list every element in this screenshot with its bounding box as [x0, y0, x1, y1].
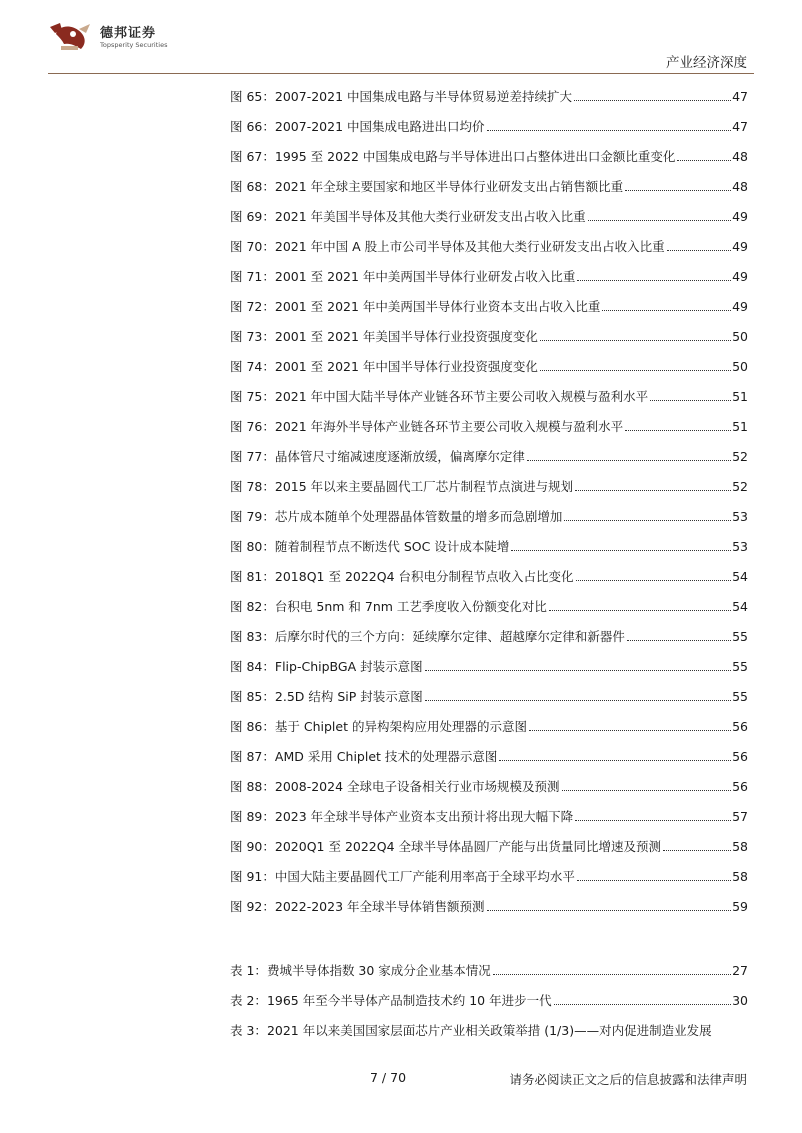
toc-leader-dots [575, 490, 731, 491]
toc-label: 图 69： [230, 209, 275, 224]
toc-label: 图 68： [230, 179, 275, 194]
toc-page-number: 54 [732, 569, 748, 584]
toc-title: 2007-2021 中国集成电路进出口均价 [274, 119, 485, 134]
toc-label: 图 87： [230, 749, 275, 764]
toc-page-number: 58 [732, 869, 748, 884]
toc-leader-dots [487, 130, 732, 131]
page-header [0, 0, 802, 75]
toc-page-number: 55 [732, 629, 748, 644]
toc-label: 图 77： [230, 449, 275, 464]
toc-label: 图 89： [230, 809, 275, 824]
toc-label: 图 81： [230, 569, 275, 584]
toc-label: 图 92： [230, 899, 275, 914]
toc-label: 图 78： [230, 479, 275, 494]
toc-title: 随着制程节点不断迭代 SOC 设计成本陡增 [274, 539, 510, 554]
toc-entry-table-1[interactable] [230, 960, 748, 980]
toc-entry-fig-92[interactable] [230, 896, 748, 916]
toc-title: 1965 年至今半导体产品制造技术约 10 年进步一代 [266, 993, 552, 1008]
toc-page-number: 55 [732, 659, 748, 674]
toc-page-number: 52 [732, 479, 748, 494]
toc-leader-dots [529, 730, 731, 731]
toc-leader-dots [540, 370, 731, 371]
toc-entry-fig-76[interactable] [230, 416, 748, 436]
toc-title: 2021 年海外半导体产业链各环节主要公司收入规模与盈利水平 [274, 419, 624, 434]
toc-entry-fig-65[interactable] [230, 86, 748, 106]
toc-page-number: 50 [732, 359, 748, 374]
toc-title: 2.5D 结构 SiP 封装示意图 [274, 689, 423, 704]
toc-leader-dots [499, 760, 731, 761]
toc-label: 图 72： [230, 299, 275, 314]
toc-title: 2008-2024 全球电子设备相关行业市场规模及预测 [274, 779, 560, 794]
toc-leader-dots [577, 880, 731, 881]
topsperity-logo-icon [48, 22, 94, 52]
toc-leader-dots [663, 850, 731, 851]
toc-page-number: 49 [732, 239, 748, 254]
toc-page-number: 58 [732, 839, 748, 854]
toc-entry-fig-82[interactable] [230, 596, 748, 616]
toc-leader-dots [487, 910, 732, 911]
toc-entry-fig-74[interactable] [230, 356, 748, 376]
toc-entry-fig-67[interactable] [230, 146, 748, 166]
toc-label: 图 67： [230, 149, 275, 164]
toc-label: 图 84： [230, 659, 275, 674]
brand-name [100, 26, 167, 50]
toc-title: 2015 年以来主要晶圆代工厂芯片制程节点演进与规划 [274, 479, 574, 494]
toc-page-number: 49 [732, 269, 748, 284]
toc-page-number: 27 [732, 963, 748, 978]
toc-label: 图 82： [230, 599, 275, 614]
toc-label: 图 65： [230, 89, 275, 104]
toc-leader-dots [425, 670, 731, 671]
toc-entry-fig-90[interactable] [230, 836, 748, 856]
toc-leader-dots [511, 550, 731, 551]
toc-label: 图 83： [230, 629, 275, 644]
toc-label: 图 73： [230, 329, 275, 344]
toc-leader-dots [425, 700, 731, 701]
report-type: 产业经济深度 [666, 55, 747, 71]
toc-title: AMD 采用 Chiplet 技术的处理器示意图 [274, 749, 498, 764]
toc-page-number: 57 [732, 809, 748, 824]
toc-label: 图 88： [230, 779, 275, 794]
toc-page-number: 52 [732, 449, 748, 464]
toc-label: 表 1： [230, 963, 267, 978]
toc-leader-dots [602, 310, 731, 311]
toc-entry-fig-69[interactable] [230, 206, 748, 226]
toc-page-number: 50 [732, 329, 748, 344]
toc-page-number: 56 [732, 779, 748, 794]
toc-title: 2023 年全球半导体产业资本支出预计将出现大幅下降 [274, 809, 574, 824]
toc-title: 台积电 5nm 和 7nm 工艺季度收入份额变化对比 [274, 599, 547, 614]
toc-page-number: 47 [732, 119, 748, 134]
toc-entry-fig-85[interactable] [230, 686, 748, 706]
toc-leader-dots [650, 400, 731, 401]
toc-label: 图 66： [230, 119, 275, 134]
toc-page-number: 53 [732, 509, 748, 524]
brand-name-en: Topsperity Securities [100, 41, 168, 49]
toc-entry-fig-88[interactable] [230, 776, 748, 796]
toc-entry-fig-89[interactable] [230, 806, 748, 826]
toc-title: 晶体管尺寸缩减速度逐渐放缓，偏离摩尔定律 [274, 449, 525, 464]
toc-title: 2021 年中国 A 股上市公司半导体及其他大类行业研发支出占收入比重 [274, 239, 665, 254]
toc-title: 2020Q1 至 2022Q4 全球半导体晶圆厂产能与出货量同比增速及预测 [274, 839, 662, 854]
toc-entry-fig-84[interactable] [230, 656, 748, 676]
toc-entry-fig-83[interactable] [230, 626, 748, 646]
toc-title: 2022-2023 年全球半导体销售额预测 [274, 899, 485, 914]
toc-entry-fig-73[interactable] [230, 326, 748, 346]
toc-page-number: 51 [732, 419, 748, 434]
toc-leader-dots [577, 280, 731, 281]
toc-title: 基于 Chiplet 的异构架构应用处理器的示意图 [274, 719, 527, 734]
toc-leader-dots [540, 340, 731, 341]
toc-entry-fig-81[interactable] [230, 566, 748, 586]
toc-title: 2021 年全球主要国家和地区半导体行业研发支出占销售额比重 [274, 179, 624, 194]
toc-entry-fig-68[interactable] [230, 176, 748, 196]
toc-entry-fig-87[interactable] [230, 746, 748, 766]
toc-page-number: 47 [732, 89, 748, 104]
toc-page-number: 56 [732, 749, 748, 764]
toc-entry-fig-71[interactable] [230, 266, 748, 286]
toc-title: 2001 至 2021 年中美两国半导体行业研发占收入比重 [274, 269, 576, 284]
toc-entry-fig-80[interactable] [230, 536, 748, 556]
toc-leader-dots [574, 100, 731, 101]
toc-label: 表 2： [230, 993, 267, 1008]
toc-leader-dots [549, 610, 731, 611]
toc-leader-dots [677, 160, 731, 161]
toc-page-number: 55 [732, 689, 748, 704]
toc-entry-fig-70[interactable] [230, 236, 748, 256]
toc-leader-dots [493, 974, 731, 975]
toc-label: 图 74： [230, 359, 275, 374]
toc-title: 2001 至 2021 年美国半导体行业投资强度变化 [274, 329, 538, 344]
toc-title: 2021 年中国大陆半导体产业链各环节主要公司收入规模与盈利水平 [274, 389, 649, 404]
toc-leader-dots [627, 640, 731, 641]
toc-entry-fig-86[interactable] [230, 716, 748, 736]
toc-entry-fig-66[interactable] [230, 116, 748, 136]
toc-page-number: 30 [732, 993, 748, 1008]
toc-page-number: 53 [732, 539, 748, 554]
header-divider [48, 73, 754, 74]
toc-title: 费城半导体指数 30 家成分企业基本情况 [266, 963, 491, 978]
toc-title: 2018Q1 至 2022Q4 台积电分制程节点收入占比变化 [274, 569, 574, 584]
toc-page-number: 56 [732, 719, 748, 734]
toc-label: 图 79： [230, 509, 275, 524]
legal-disclaimer: 请务必阅读正文之后的信息披露和法律声明 [509, 1072, 747, 1087]
toc-page-number: 48 [732, 149, 748, 164]
toc-page-number: 49 [732, 299, 748, 314]
page-indicator: 7 / 70 [370, 1070, 407, 1085]
toc-page-number: 54 [732, 599, 748, 614]
toc-leader-dots [625, 190, 731, 191]
toc-label: 图 76： [230, 419, 275, 434]
toc-title: 2021 年美国半导体及其他大类行业研发支出占收入比重 [274, 209, 586, 224]
toc-title: 中国大陆主要晶圆代工厂产能利用率高于全球平均水平 [274, 869, 575, 884]
toc-entry-fig-91[interactable] [230, 866, 748, 886]
toc-page-number: 49 [732, 209, 748, 224]
toc-label: 图 70： [230, 239, 275, 254]
toc-leader-dots [576, 580, 732, 581]
toc-entry-table-3[interactable] [230, 1020, 748, 1040]
toc-title: Flip-ChipBGA 封装示意图 [274, 659, 423, 674]
toc-leader-dots [562, 790, 732, 791]
toc-entry-fig-78[interactable] [230, 476, 748, 496]
toc-page-number: 59 [732, 899, 748, 914]
toc-entry-fig-75[interactable] [230, 386, 748, 406]
toc-title: 2001 至 2021 年中美两国半导体行业资本支出占收入比重 [274, 299, 601, 314]
toc-label: 图 80： [230, 539, 275, 554]
toc-label: 表 3： [230, 1023, 267, 1038]
toc-label: 图 85： [230, 689, 275, 704]
toc-title: 后摩尔时代的三个方向：延续摩尔定律、超越摩尔定律和新器件 [274, 629, 625, 644]
toc-label: 图 86： [230, 719, 275, 734]
toc-leader-dots [667, 250, 731, 251]
toc-entry-fig-79[interactable] [230, 506, 748, 526]
toc-title: 2007-2021 中国集成电路与半导体贸易逆差持续扩大 [274, 89, 572, 104]
toc-entry-table-2[interactable] [230, 990, 748, 1010]
toc-title: 1995 至 2022 中国集成电路与半导体进出口占整体进出口金额比重变化 [274, 149, 676, 164]
toc-leader-dots [575, 820, 731, 821]
toc-leader-dots [554, 1004, 732, 1005]
toc-entry-fig-72[interactable] [230, 296, 748, 316]
toc-label: 图 75： [230, 389, 275, 404]
brand-name-cn: 德邦证券 [100, 26, 157, 41]
toc-leader-dots [625, 430, 731, 431]
toc-title: 芯片成本随单个处理器晶体管数量的增多而急剧增加 [274, 509, 563, 524]
toc-title: 2021 年以来美国国家层面芯片产业相关政策举措 (1/3)——对内促进制造业发展 [266, 1023, 712, 1038]
toc-leader-dots [588, 220, 731, 221]
toc-leader-dots [527, 460, 731, 461]
toc-page-number: 48 [732, 179, 748, 194]
toc-entry-fig-77[interactable] [230, 446, 748, 466]
toc-label: 图 91： [230, 869, 275, 884]
toc-label: 图 71： [230, 269, 275, 284]
toc-title: 2001 至 2021 年中国半导体行业投资强度变化 [274, 359, 538, 374]
toc-leader-dots [564, 520, 731, 521]
toc-label: 图 90： [230, 839, 275, 854]
toc-page-number: 51 [732, 389, 748, 404]
